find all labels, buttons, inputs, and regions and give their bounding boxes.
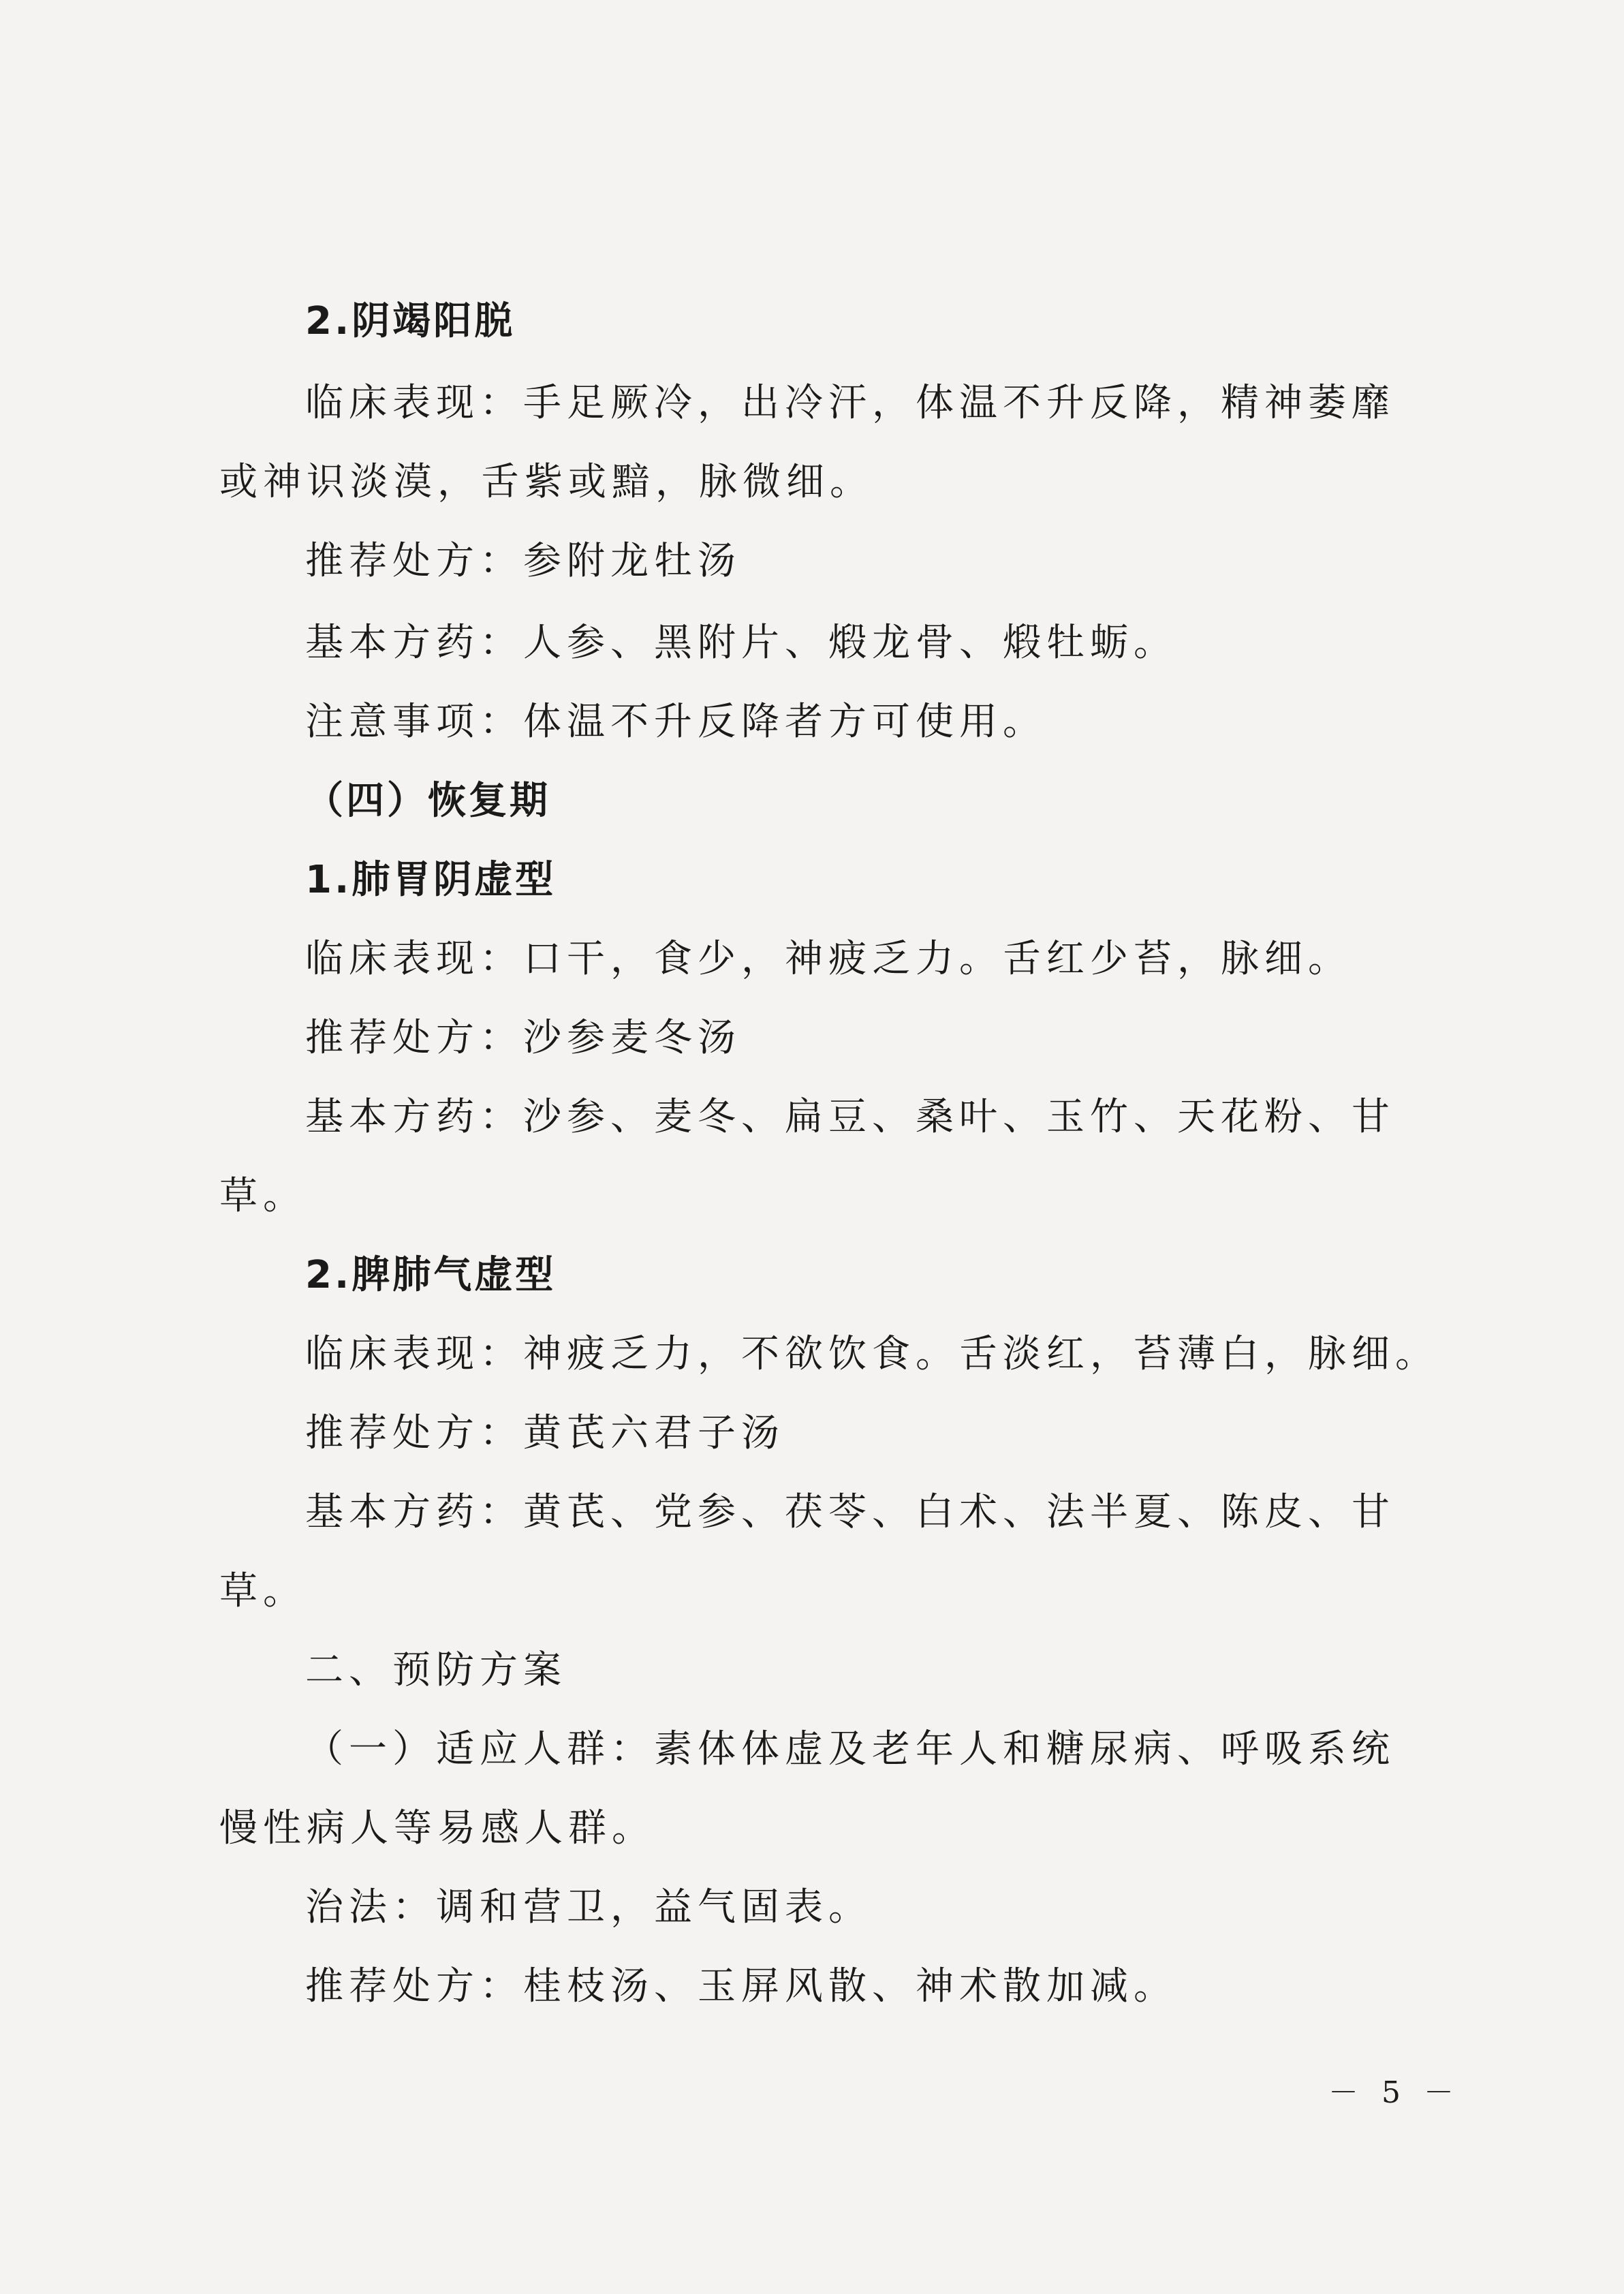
paragraph-line: （一）适应人群：素体体虚及老年人和糖尿病、呼吸系统: [305, 1727, 1395, 1771]
paragraph-line: 或神识淡漠，舌紫或黯，脉微细。: [219, 460, 873, 504]
paragraph-line: 临床表现：口干，食少，神疲乏力。舌红少苔，脉细。: [305, 937, 1352, 981]
paragraph-line: 推荐处方：参附龙牡汤: [305, 539, 741, 583]
paragraph-line: 基本方药：黄芪、党参、茯苓、白术、法半夏、陈皮、甘: [305, 1490, 1395, 1534]
section-heading-feiwei-yinxu: 1.肺胃阴虚型: [305, 858, 557, 902]
paragraph-line: 草。: [219, 1174, 307, 1218]
paragraph-line: 临床表现：神疲乏力，不欲饮食。舌淡红，苔薄白，脉细。: [305, 1332, 1439, 1376]
paragraph-line: 草。: [219, 1569, 307, 1613]
paragraph-line: 推荐处方：桂枝汤、玉屏风散、神术散加减。: [305, 1964, 1177, 2009]
page-number: － 5 －: [1328, 2075, 1461, 2110]
paragraph-line: 推荐处方：沙参麦冬汤: [305, 1016, 741, 1060]
section-heading-pifei-qixu: 2.脾肺气虚型: [305, 1253, 557, 1297]
section-heading-yinjie-yangtuo: 2.阴竭阳脱: [305, 299, 516, 343]
section-heading-recovery: （四）恢复期: [305, 779, 550, 823]
paragraph-line: 基本方药：人参、黑附片、煅龙骨、煅牡蛎。: [305, 621, 1177, 665]
section-heading-prevention: 二、预防方案: [305, 1648, 567, 1692]
paragraph-line: 注意事项：体温不升反降者方可使用。: [305, 700, 1046, 744]
paragraph-line: 临床表现：手足厥冷，出冷汗，体温不升反降，精神萎靡: [305, 381, 1395, 425]
paragraph-line: 治法：调和营卫，益气固表。: [305, 1885, 872, 1929]
paragraph-line: 慢性病人等易感人群。: [219, 1806, 655, 1850]
paragraph-line: 推荐处方：黄芪六君子汤: [305, 1411, 785, 1455]
paragraph-line: 基本方药：沙参、麦冬、扁豆、桑叶、玉竹、天花粉、甘: [305, 1095, 1395, 1139]
